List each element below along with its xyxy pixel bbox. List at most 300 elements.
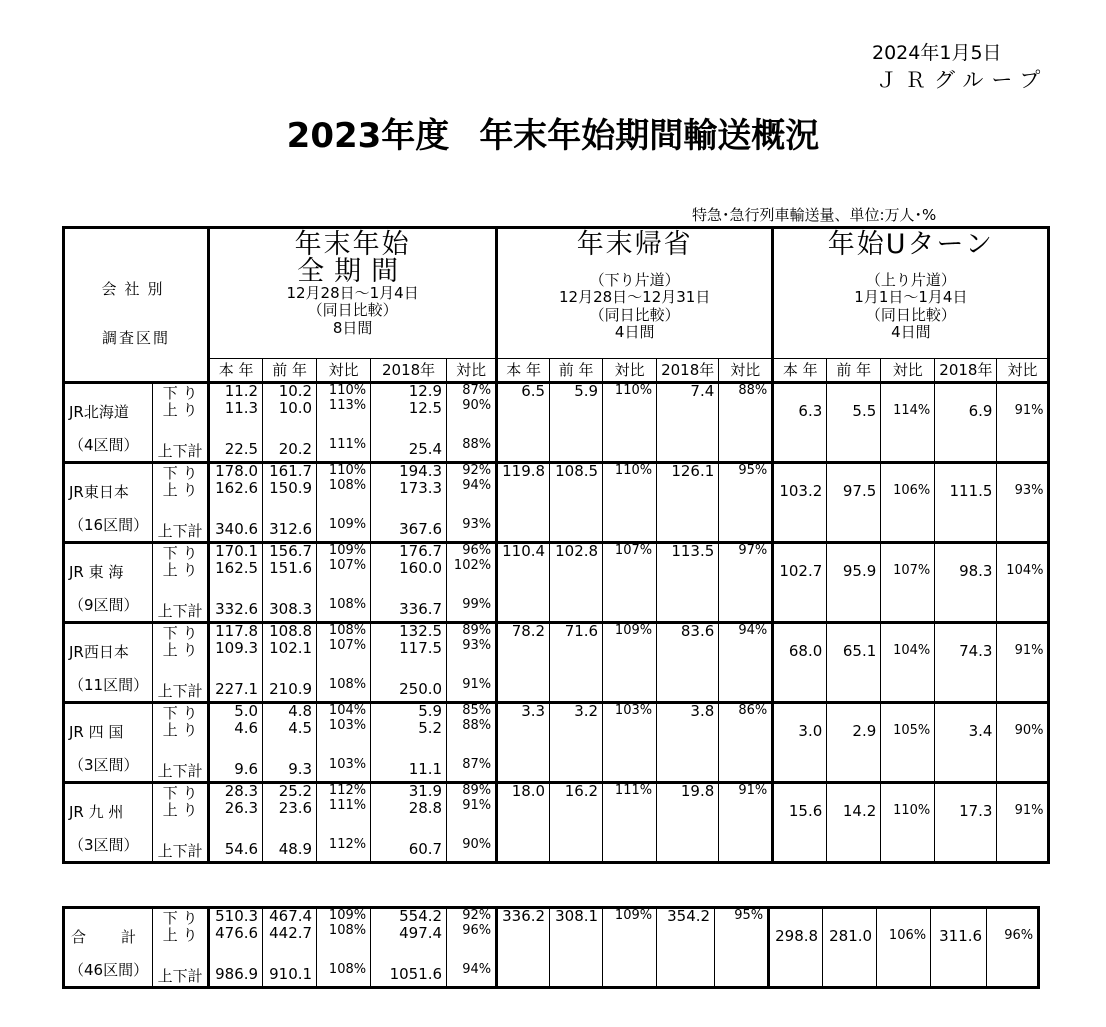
uturn-cell [881, 623, 935, 703]
value-total: 910.1 [269, 965, 313, 983]
value-total: 9.6 [234, 760, 259, 778]
all-period-cell [317, 543, 371, 623]
uturn-cell [773, 623, 827, 703]
company-name: JR東日本 [69, 482, 129, 501]
direction-up: 上 り [162, 801, 198, 819]
value-kisei: 19.8 [680, 782, 715, 800]
value-up: 11.3 [224, 399, 259, 417]
company-name-cell [64, 543, 153, 623]
section-count: （9区間） [69, 595, 139, 614]
group-header-all-period [209, 228, 497, 359]
direction-labels [153, 383, 209, 463]
value-up: 162.6 [215, 479, 259, 497]
value-uturn: 103.2 [779, 482, 823, 500]
subcolumn-header-row [64, 359, 1049, 383]
value-down: 194.3 [399, 462, 443, 480]
all-period-cell [447, 623, 497, 703]
subcol-current-year: 本 年 [497, 359, 550, 383]
kisei-cell [603, 623, 657, 703]
uturn-cell [827, 543, 881, 623]
value-total: 250.0 [399, 680, 443, 698]
company-name-cell [64, 463, 153, 543]
report-date: 2024年1月5日 [872, 42, 1002, 64]
direction-total: 上下計 [157, 522, 203, 540]
subcol-previous-year: 前 年 [550, 359, 603, 383]
subcol-2018: 2018年 [935, 359, 997, 383]
company-row [64, 703, 1049, 783]
uturn-cell [827, 703, 881, 783]
direction-total: 上下計 [157, 602, 203, 620]
group-period: 12月28日～12月31日 [559, 288, 711, 307]
value-uturn: 68.0 [788, 642, 823, 660]
value-total: 108% [328, 677, 367, 692]
value-kisei: 95% [738, 463, 768, 478]
value-uturn: 98.3 [959, 562, 993, 580]
value-up: 109.3 [215, 639, 259, 657]
group-compare: （同日比較） [865, 305, 956, 324]
uturn-cell [997, 623, 1049, 703]
value-total: 87% [462, 757, 492, 772]
value-down: 5.0 [234, 702, 259, 720]
value-down: 25.2 [278, 782, 313, 800]
all-period-cell [447, 463, 497, 543]
value-kisei: 103% [614, 703, 653, 718]
value-total: 60.7 [408, 840, 443, 858]
uturn-cell [823, 908, 877, 988]
all-period-cell [263, 463, 317, 543]
all-period-cell [263, 703, 317, 783]
kisei-cell [603, 463, 657, 543]
value-down: 10.2 [278, 382, 313, 400]
kisei-cell [719, 383, 773, 463]
group-days: 4日間 [891, 322, 931, 341]
value-up: 26.3 [224, 799, 259, 817]
value-uturn: 6.3 [798, 402, 823, 420]
direction-total: 上下計 [157, 842, 203, 860]
section-count: （46区間） [69, 960, 149, 979]
value-down: 467.4 [269, 907, 313, 925]
value-uturn: 65.1 [842, 642, 877, 660]
company-header-line2: 調査区間 [102, 328, 171, 347]
value-kisei: 86% [738, 703, 768, 718]
uturn-cell [935, 783, 997, 863]
all-period-cell [371, 908, 447, 988]
all-period-cell [209, 703, 263, 783]
uturn-cell [773, 703, 827, 783]
kisei-cell [550, 623, 603, 703]
value-up: 160.0 [399, 559, 443, 577]
uturn-cell [997, 543, 1049, 623]
section-count: （11区間） [69, 675, 149, 694]
all-period-cell [371, 623, 447, 703]
value-total: 90% [462, 837, 492, 852]
company-name: JR 東 海 [69, 562, 124, 581]
value-uturn: 3.4 [968, 722, 993, 740]
group-title: 年末帰省 [576, 229, 693, 260]
group-title-2: 全期間 [297, 256, 409, 287]
company-row [64, 383, 1049, 463]
direction-down: 下 り [162, 624, 198, 642]
value-kisei: 110% [614, 383, 653, 398]
value-up: 94% [462, 478, 492, 493]
value-uturn: 111.5 [949, 482, 993, 500]
value-up: 162.5 [215, 559, 259, 577]
value-uturn: 311.6 [939, 927, 983, 945]
group-note: （下り片道） [589, 271, 680, 289]
uturn-cell [827, 383, 881, 463]
kisei-cell [719, 623, 773, 703]
company-name-cell [64, 703, 153, 783]
uturn-cell [935, 703, 997, 783]
value-uturn: 110% [893, 803, 931, 818]
value-down: 31.9 [408, 782, 443, 800]
value-uturn: 17.3 [959, 802, 993, 820]
all-period-cell [209, 543, 263, 623]
group-title: 年始Uターン [827, 229, 994, 260]
value-up: 90% [462, 398, 492, 413]
value-kisei: 71.6 [564, 622, 599, 640]
value-kisei: 111% [614, 783, 653, 798]
value-uturn: 107% [893, 563, 931, 578]
value-down: 112% [328, 783, 367, 798]
value-up: 102% [453, 558, 492, 573]
group-compare: （同日比較） [589, 305, 680, 324]
value-kisei: 110.4 [502, 542, 546, 560]
value-kisei: 6.5 [521, 382, 546, 400]
value-kisei: 78.2 [511, 622, 546, 640]
all-period-cell [371, 783, 447, 863]
value-kisei: 109% [614, 623, 653, 638]
uturn-cell [935, 623, 997, 703]
all-period-cell [209, 908, 263, 988]
direction-down: 下 り [162, 464, 198, 482]
kisei-cell [550, 383, 603, 463]
kisei-cell [550, 703, 603, 783]
subcol-previous-year: 前 年 [827, 359, 881, 383]
subcol-current-year: 本 年 [209, 359, 263, 383]
all-period-cell [371, 383, 447, 463]
value-uturn: 106% [893, 483, 931, 498]
kisei-cell [603, 783, 657, 863]
uturn-cell [881, 383, 935, 463]
title-year: 2023年度 [286, 116, 450, 156]
direction-down: 下 り [162, 704, 198, 722]
value-up: 4.6 [234, 719, 259, 737]
value-down: 92% [462, 908, 492, 923]
value-up: 28.8 [408, 799, 443, 817]
subcol-ratio: 対比 [317, 359, 371, 383]
section-count: （16区間） [69, 515, 149, 534]
value-total: 88% [462, 437, 492, 452]
group-note: （上り片道） [865, 271, 956, 289]
value-kisei: 94% [738, 623, 768, 638]
uturn-cell [997, 783, 1049, 863]
direction-labels [153, 703, 209, 783]
uturn-cell [769, 908, 823, 988]
group-period: 12月28日～1月4日 [286, 284, 419, 302]
value-total: 367.6 [399, 520, 443, 538]
value-total: 227.1 [215, 680, 259, 698]
company-name-cell [64, 783, 153, 863]
kisei-cell [497, 543, 550, 623]
value-down: 11.2 [224, 382, 259, 400]
value-total: 111% [328, 437, 367, 452]
value-uturn: 15.6 [788, 802, 823, 820]
direction-up: 上 り [162, 481, 198, 499]
value-down: 89% [462, 783, 492, 798]
uturn-cell [881, 543, 935, 623]
all-period-cell [263, 623, 317, 703]
uturn-cell [935, 543, 997, 623]
value-total: 108% [328, 962, 367, 977]
uturn-cell [877, 908, 931, 988]
group-header-uturn [773, 228, 1049, 359]
value-total: 109% [328, 517, 367, 532]
value-down: 117.8 [215, 622, 259, 640]
value-total: 1051.6 [389, 965, 443, 983]
value-kisei: 109% [614, 908, 653, 923]
value-uturn: 2.9 [852, 722, 877, 740]
company-name-cell [64, 623, 153, 703]
value-total: 22.5 [224, 440, 259, 458]
uturn-cell [827, 783, 881, 863]
uturn-cell [935, 383, 997, 463]
company-row [64, 543, 1049, 623]
value-up: 476.6 [215, 924, 259, 942]
direction-down: 下 り [162, 784, 198, 802]
direction-down: 下 り [162, 544, 198, 562]
direction-labels [153, 543, 209, 623]
all-period-cell [447, 543, 497, 623]
value-up: 150.9 [269, 479, 313, 497]
value-down: 92% [462, 463, 492, 478]
value-uturn: 91% [1014, 403, 1044, 418]
direction-down: 下 り [162, 909, 198, 927]
value-up: 103% [328, 718, 367, 733]
value-kisei: 88% [738, 383, 768, 398]
value-kisei: 7.4 [690, 382, 715, 400]
kisei-cell [657, 383, 719, 463]
value-down: 85% [462, 703, 492, 718]
value-total: 93% [462, 517, 492, 532]
value-up: 111% [328, 798, 367, 813]
value-total: 94% [462, 962, 492, 977]
value-uturn: 90% [1014, 723, 1044, 738]
uturn-cell [773, 463, 827, 543]
value-total: 103% [328, 757, 367, 772]
direction-labels [153, 463, 209, 543]
group-header-kisei [497, 228, 773, 359]
section-count: （4区間） [69, 435, 139, 454]
value-total: 11.1 [408, 760, 443, 778]
value-total: 986.9 [215, 965, 259, 983]
direction-labels [153, 623, 209, 703]
kisei-cell [603, 703, 657, 783]
kisei-cell [657, 908, 715, 988]
direction-up: 上 り [162, 721, 198, 739]
value-up: 117.5 [399, 639, 443, 657]
kisei-cell [603, 383, 657, 463]
kisei-cell [497, 383, 550, 463]
value-up: 113% [328, 398, 367, 413]
kisei-cell [715, 908, 769, 988]
value-kisei: 97% [738, 543, 768, 558]
value-up: 91% [462, 798, 492, 813]
company-name: JR北海道 [69, 402, 129, 421]
value-down: 170.1 [215, 542, 259, 560]
value-up: 10.0 [278, 399, 313, 417]
all-period-cell [209, 623, 263, 703]
kisei-cell [719, 543, 773, 623]
value-down: 176.7 [399, 542, 443, 560]
all-period-cell [447, 908, 497, 988]
value-up: 107% [328, 558, 367, 573]
value-down: 161.7 [269, 462, 313, 480]
value-uturn: 3.0 [798, 722, 823, 740]
value-up: 102.1 [269, 639, 313, 657]
uturn-cell [773, 543, 827, 623]
value-up: 5.2 [418, 719, 443, 737]
value-total: 54.6 [224, 840, 259, 858]
uturn-cell [827, 623, 881, 703]
uturn-cell [997, 463, 1049, 543]
direction-up: 上 り [162, 401, 198, 419]
all-period-cell [209, 783, 263, 863]
direction-labels [153, 783, 209, 863]
all-period-cell [209, 463, 263, 543]
value-up: 12.5 [408, 399, 443, 417]
value-uturn: 95.9 [842, 562, 877, 580]
value-down: 4.8 [288, 702, 313, 720]
uturn-cell [881, 463, 935, 543]
value-kisei: 91% [738, 783, 768, 798]
direction-up: 上 り [162, 561, 198, 579]
group-days: 8日間 [332, 318, 373, 337]
value-uturn: 104% [893, 643, 931, 658]
all-period-cell [371, 463, 447, 543]
value-total: 91% [462, 677, 492, 692]
all-period-cell [317, 383, 371, 463]
value-kisei: 5.9 [574, 382, 599, 400]
kisei-cell [719, 463, 773, 543]
all-period-cell [371, 543, 447, 623]
direction-total: 上下計 [157, 967, 203, 985]
company-name: JR 九 州 [69, 802, 124, 821]
kisei-cell [497, 908, 550, 988]
value-kisei: 3.2 [574, 702, 599, 720]
value-total: 9.3 [288, 760, 313, 778]
value-up: 173.3 [399, 479, 443, 497]
kisei-cell [497, 463, 550, 543]
value-down: 554.2 [399, 907, 443, 925]
all-period-cell [447, 783, 497, 863]
group-title: 年末年始 [294, 229, 411, 260]
company-row [64, 463, 1049, 543]
group-days: 4日間 [614, 322, 655, 341]
value-down: 110% [328, 463, 367, 478]
value-down: 178.0 [215, 462, 259, 480]
value-kisei: 95% [734, 908, 764, 923]
value-up: 23.6 [278, 799, 313, 817]
all-period-cell [317, 463, 371, 543]
all-period-cell [209, 383, 263, 463]
value-total: 308.3 [269, 600, 313, 618]
kisei-cell [497, 703, 550, 783]
uturn-cell [881, 783, 935, 863]
value-up: 4.5 [288, 719, 313, 737]
value-down: 87% [462, 383, 492, 398]
value-kisei: 18.0 [511, 782, 546, 800]
value-uturn: 14.2 [842, 802, 877, 820]
kisei-cell [550, 908, 603, 988]
direction-total: 上下計 [157, 762, 203, 780]
value-kisei: 336.2 [502, 907, 546, 925]
kisei-cell [603, 908, 657, 988]
company-name-cell [64, 383, 153, 463]
unit-note: 特急･急行列車輸送量、単位:万人･% [692, 206, 937, 224]
value-kisei: 110% [614, 463, 653, 478]
all-period-cell [263, 383, 317, 463]
value-down: 132.5 [399, 622, 443, 640]
value-kisei: 83.6 [680, 622, 715, 640]
transport-table [62, 226, 1050, 864]
value-down: 5.9 [418, 702, 443, 720]
value-uturn: 91% [1014, 803, 1044, 818]
value-uturn: 6.9 [968, 402, 993, 420]
subcol-ratio-2018: 対比 [447, 359, 497, 383]
all-period-cell [263, 543, 317, 623]
value-total: 25.4 [408, 440, 443, 458]
group-compare: （同日比較） [307, 301, 398, 320]
value-total: 48.9 [278, 840, 313, 858]
direction-labels [153, 908, 209, 988]
company-name: JR西日本 [69, 642, 129, 661]
value-kisei: 102.8 [555, 542, 599, 560]
company-row [64, 623, 1049, 703]
value-kisei: 3.8 [690, 702, 715, 720]
uturn-cell [931, 908, 987, 988]
value-total: 340.6 [215, 520, 259, 538]
uturn-cell [773, 783, 827, 863]
all-period-cell [317, 908, 371, 988]
total-table [62, 906, 1040, 989]
value-down: 510.3 [215, 907, 259, 925]
uturn-cell [935, 463, 997, 543]
uturn-cell [827, 463, 881, 543]
subcol-ratio-2018: 対比 [997, 359, 1049, 383]
value-uturn: 106% [888, 928, 927, 943]
kisei-cell [550, 783, 603, 863]
company-name: 合 計 [71, 927, 147, 946]
kisei-cell [550, 463, 603, 543]
kisei-cell [497, 783, 550, 863]
value-uturn: 104% [1006, 563, 1044, 578]
value-uturn: 298.8 [775, 927, 819, 945]
company-name-cell [64, 908, 153, 988]
value-down: 96% [462, 543, 492, 558]
value-down: 109% [328, 543, 367, 558]
value-total: 99% [462, 597, 492, 612]
direction-up: 上 り [162, 641, 198, 659]
value-up: 96% [462, 923, 492, 938]
kisei-cell [603, 543, 657, 623]
subcol-previous-year: 前 年 [263, 359, 317, 383]
subcol-2018: 2018年 [657, 359, 719, 383]
value-total: 336.7 [399, 600, 443, 618]
value-kisei: 126.1 [671, 462, 715, 480]
uturn-cell [881, 703, 935, 783]
value-uturn: 5.5 [852, 402, 877, 420]
